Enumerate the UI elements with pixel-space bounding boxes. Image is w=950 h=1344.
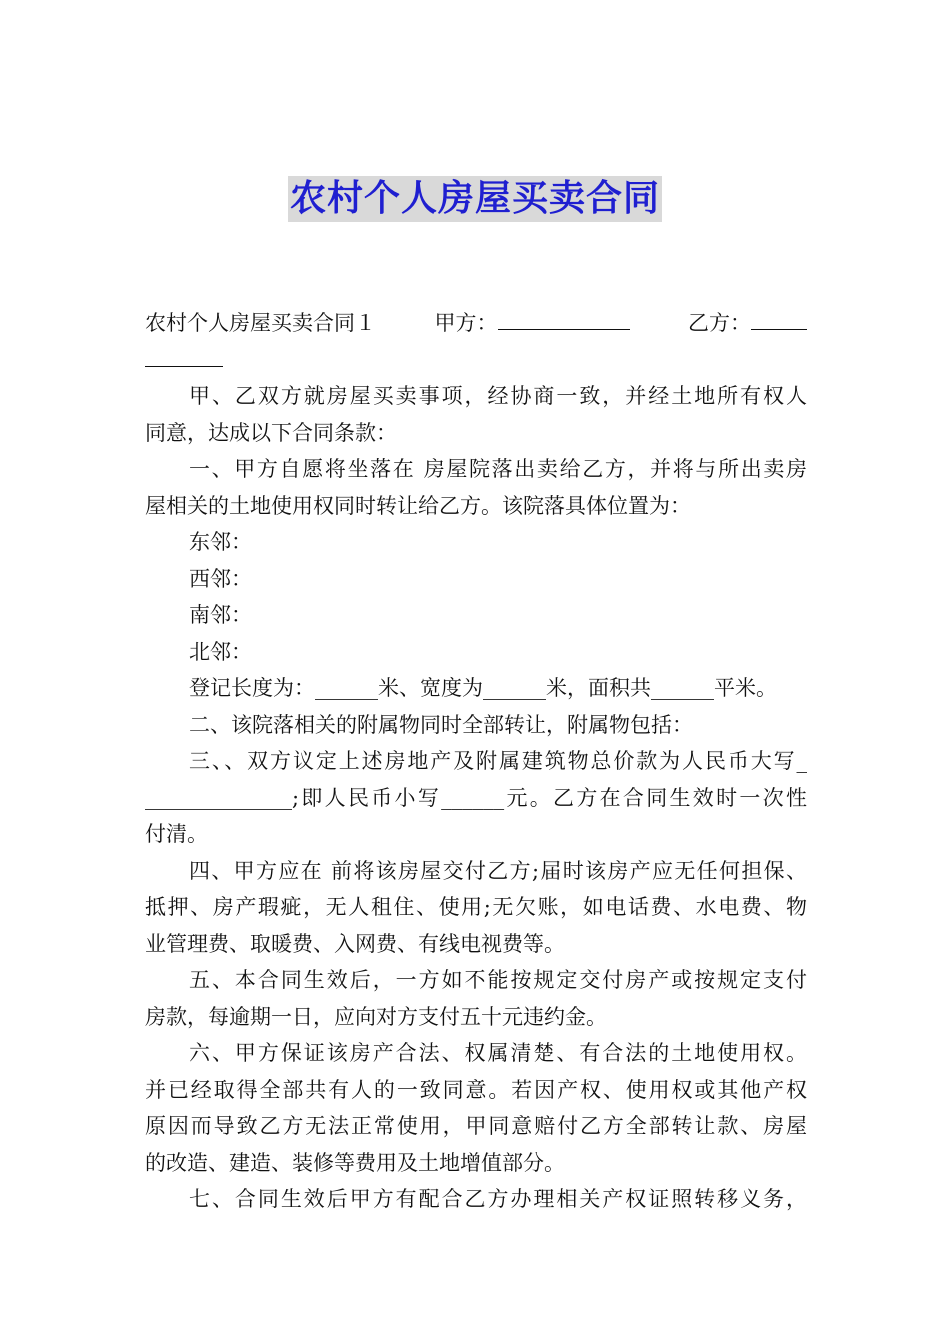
text-line: 四、甲方应在 前将该房屋交付乙方;届时该房产应无任何担保、	[189, 858, 807, 883]
text-line: 西邻：	[189, 566, 252, 591]
text-line: 东邻：	[189, 530, 252, 554]
text-line: 三、、双方议定上述房地产及附属建筑物总价款为人民币大写_	[189, 749, 807, 773]
text-line: 原因而导致乙方无法正常使用，甲同意赔付乙方全部转让款、房屋	[145, 1114, 807, 1138]
document-title: 农村个人房屋买卖合同	[288, 176, 662, 222]
text-line: 的改造、建造、装修等费用及土地增值部分。	[145, 1150, 565, 1175]
text-line: 甲、乙双方就房屋买卖事项，经协商一致，并经土地所有权人	[189, 384, 807, 408]
doc-name: 农村个人房屋买卖合同１	[145, 311, 376, 335]
text-line: 一、甲方自愿将坐落在 房屋院落出卖给乙方，并将与所出卖房	[189, 457, 807, 481]
document-body	[145, 305, 807, 1218]
party-b-label: 乙方：	[688, 311, 751, 335]
party-b	[688, 305, 807, 342]
party-a-label: 甲方：	[434, 311, 498, 335]
text-line: 付清。	[145, 822, 208, 846]
text-line: 业管理费、取暖费、入网费、有线电视费等。	[145, 931, 565, 956]
party-a-blank	[498, 305, 630, 330]
text-line: 二、该院落相关的附属物同时全部转让，附属物包括：	[189, 712, 693, 737]
header-line-continued	[145, 342, 807, 379]
text-line: 六、甲方保证该房产合法、权属清楚、有合法的土地使用权。	[189, 1041, 807, 1065]
text-line: 抵押、房产瑕疵，无人租住、使用;无欠账，如电话费、水电费、物	[145, 895, 807, 919]
contract-text	[145, 378, 807, 1218]
text-line: 房款，每逾期一日，应向对方支付五十元违约金。	[145, 1004, 607, 1029]
party-b-blank	[751, 305, 807, 330]
text-line: 北邻：	[189, 639, 252, 664]
party-b-blank-continued	[145, 342, 223, 367]
party-a	[435, 305, 630, 342]
text-line: ______________;即人民币小写______元。乙方在合同生效时一次性	[145, 785, 807, 810]
text-line: 五、本合同生效后，一方如不能按规定交付房产或按规定支付	[189, 968, 807, 992]
text-line: 七、合同生效后甲方有配合乙方办理相关产权证照转移义务，	[189, 1187, 807, 1211]
text-line: 登记长度为：______米、宽度为______米，面积共______平米。	[189, 676, 777, 700]
text-line: 南邻：	[189, 603, 252, 627]
text-line: 同意，达成以下合同条款：	[145, 420, 397, 445]
header-line	[145, 305, 807, 342]
text-line: 并已经取得全部共有人的一致同意。若因产权、使用权或其他产权	[145, 1077, 807, 1102]
text-line: 屋相关的土地使用权同时转让给乙方。该院落具体位置为：	[145, 493, 691, 518]
title-container	[0, 176, 950, 222]
